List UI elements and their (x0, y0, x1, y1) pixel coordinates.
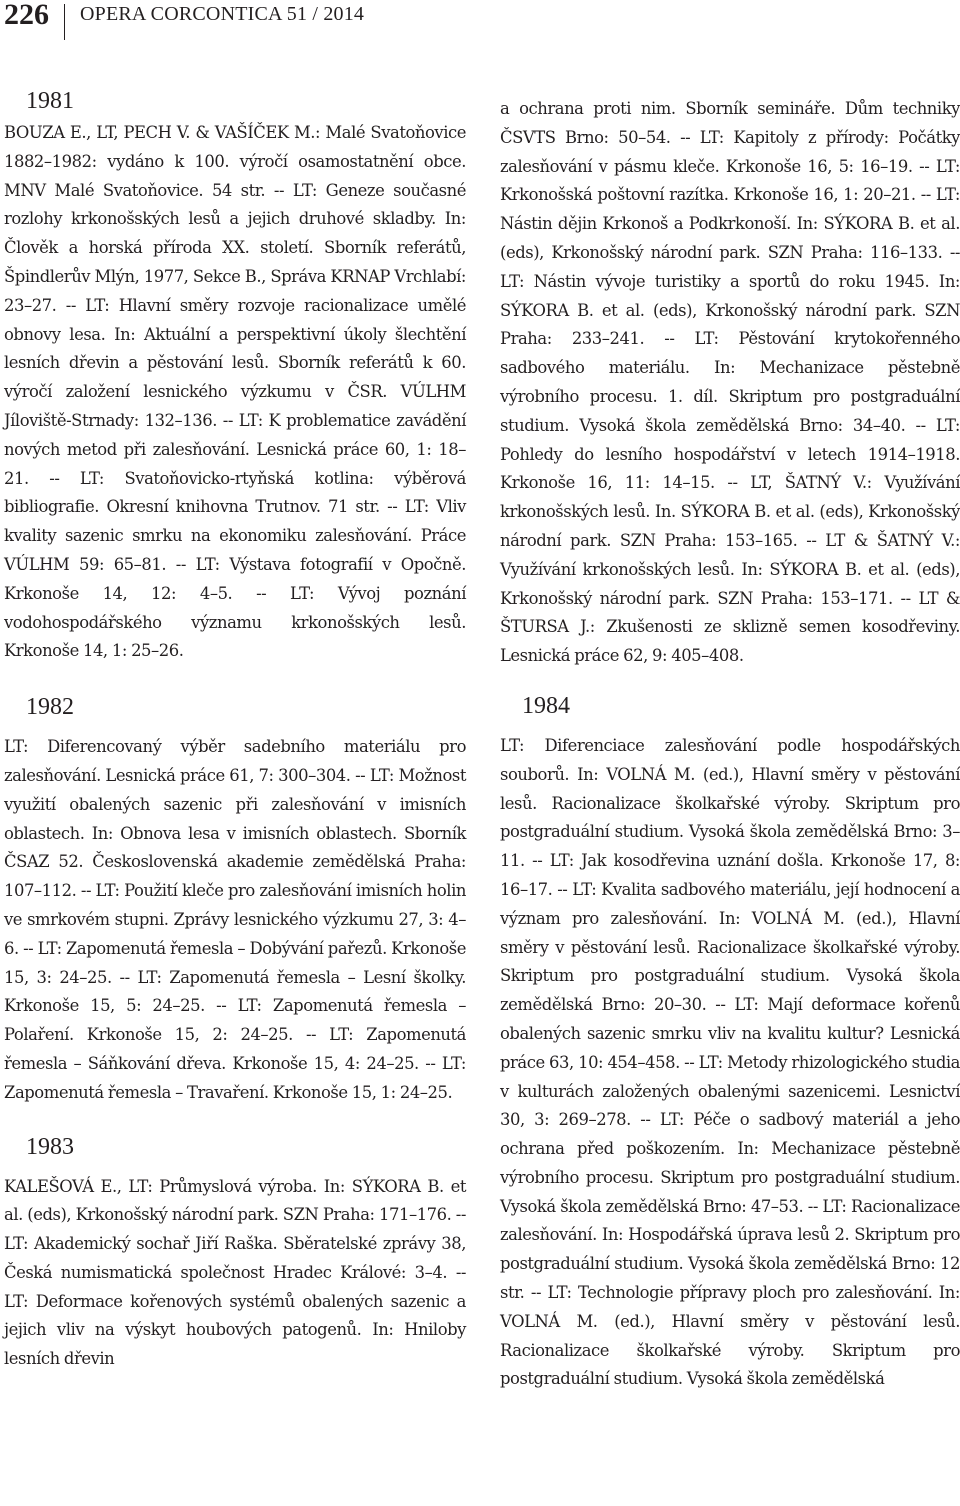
page-header (0, 0, 960, 40)
right-column (500, 95, 960, 1394)
bibliography-1981: BOUZA E., LT, PECH V. & VAŠÍČEK M.: Malé Svatoňovice 1882–1982: vydáno k 100. výročí osamostatnění obce. MNV Malé Svatoňovice. 54 str. -- LT: Geneze současné rozlohy krkonošských lesů a jejich druhové skladby. In: Člověk a horská příroda XX. století. Sborník referátů, Špindlerův Mlýn, 1977, Sekce B., Správa KRNAP Vrchlabí: 23–27. -- LT: Hlavní směry rozvoje racionalizace umělé obnovy lesa. In: Aktuální a perspektivní úkoly šlechtění lesních dřevin a pěstování lesů. Sborník referátů k 60. výročí založení lesnického výzkumu v ČSR. VÚLHM Jíloviště-Strnady: 132–136. -- LT: K problematice zavádění nových metod při zalesňování. Lesnická práce 60, 1: 18–21. -- LT: Svatoňovicko-rtyňská kotlina: výběrová bibliografie. Okresní knihovna Trutnov. 71 str. -- LT: Vliv kvality sazenic smrku na ekonomiku zalesňování. Práce VÚLHM 59: 65–81. -- LT: Výstava fotografií v Opočně. Krkonoše 14, 12: 4–5. -- LT: Vývoj poznání vodohospodářského významu krkonošských lesů. Krkonoše 14, 1: 25–26. (4, 123, 466, 661)
year-heading-1982: 1982 (26, 694, 74, 721)
year-heading-1981: 1981 (26, 88, 74, 114)
header-divider (64, 4, 65, 40)
page-number: 226 (4, 0, 49, 31)
bibliography-1982: LT: Diferencovaný výběr sadebního materiálu pro zalesňování. Lesnická práce 61, 7: 300–304. -- LT: Možnost využití obalených sazenic při zalesňování v imisních oblastech. In: Obnova lesa v imisních oblastech. Sborník ČSAZ 52. Československá akademie zemědělská Praha: 107–112. -- LT: Použití kleče pro zalesňování imisních holin ve smrkovém stupni. Zprávy lesnického výzkumu 27, 3: 4–6. -- LT: Zapomenutá řemesla – Dobývání pařezů. Krkonoše 15, 3: 24–25. -- LT: Zapomenutá řemesla – Lesní školky. Krkonoše 15, 5: 24–25. -- LT: Zapomenutá řemesla – Polaření. Krkonoše 15, 2: 24–25. -- LT: Zapomenutá řemesla – Sáňkování dřeva. Krkonoše 15, 4: 24–25. -- LT: Zapomenutá řemesla – Travaření. Krkonoše 15, 1: 24–25. (4, 737, 466, 1102)
bibliography-1984: LT: Diferenciace zalesňování podle hospodářských souborů. In: VOLNÁ M. (ed.), Hlavní směry v pěstování lesů. Racionalizace školkařské výroby. Skriptum pro postgraduální studium. Vysoká škola zemědělská Brno: 3–11. -- LT: Jak kosodřevina uznání došla. Krkonoše 17, 8: 16–17. -- LT: Kvalita sadbového materiálu, její hodnocení a význam pro zalesňování. In: VOLNÁ M. (ed.), Hlavní směry v pěstování lesů. Racionalizace školkařské výroby. Skriptum pro postgraduální studium. Vysoká škola zemědělská Brno: 20–30. -- LT: Mají deformace kořenů obalených sazenic smrku vliv na kvalitu kultur? Lesnická práce 63, 10: 454–458. -- LT: Metody rhizologického studia v kulturách založených obalenými sazenicemi. Lesnictví 30, 3: 269–278. -- LT: Péče o sadbový materiál a jeho ochrana před poškozením. In: Mechanizace pěstebně výrobního procesu. Skriptum pro postgraduální studium. Vysoká škola zemědělská Brno: 47–53. -- LT: Racionalizace zalesňování. In: Hospodářská úprava lesů 2. Skriptum pro postgraduální studium. Vysoká škola zemědělská Brno: 12 str. -- LT: Technologie přípravy ploch pro zalesňování. In: VOLNÁ M. (ed.), Hlavní směry v pěstování lesů. Racionalizace školkařské výroby. Skriptum pro postgraduální studium. Vysoká škola zemědělská (500, 735, 960, 1389)
year-heading-1983: 1983 (26, 1133, 74, 1160)
bibliography-1983-continued: a ochrana proti nim. Sborník semináře. Dům techniky ČSVTS Brno: 50–54. -- LT: Kapitoly z přírody: Počátky zalesňování v pásmu kleče. Krkonoše 16, 5: 16–19. -- LT: Krkonošská poštovní razítka. Krkonoše 16, 1: 20–21. -- LT: Nástin dějin Krkonoš a Podkrkonoší. In: SÝKORA B. et al. (eds), Krkonošský národní park. SZN Praha: 116–133. -- LT: Nástin vývoje turistiky a sportů do roku 1945. In: SÝKORA B. et al. (eds), Krkonošský národní park. SZN Praha: 233–241. -- LT: Pěstování krytokořenného sadbového materiálu. In: Mechanizace pěstebně výrobního procesu. 1. díl. Skriptum pro postgraduální studium. Vysoká škola zemědělská Brno: 34–40. -- LT: Pohledy do lesního hospodářství v letech 1914–1918. Krkonoše 16, 11: 14–15. -- LT, ŠATNÝ V.: Využívání krkonošských lesů. In. SÝKORA B. et al. (eds), Krkonošský národní park. SZN Praha: 153–165. -- LT & ŠATNÝ V.: Využívání krkonošských lesů. In: SÝKORA B. et al. (eds), Krkonošský národní park. SZN Praha: 153–171. -- LT & ŠTURSA J.: Zkušenosti ze sklizně semen kosodřeviny. Lesnická práce 62, 9: 405–408. (500, 99, 960, 666)
journal-title: OPERA CORCONTICA 51 / 2014 (80, 3, 365, 25)
year-heading-1984: 1984 (522, 692, 570, 719)
left-column (4, 88, 466, 1374)
bibliography-1983: KALEŠOVÁ E., LT: Průmyslová výroba. In: SÝKORA B. et al. (eds), Krkonošský národní park. SZN Praha: 171–176. -- LT: Akademický sochař Jiří Raška. Sběratelské zprávy 38, Česká numismatická společnost Hradec Králové: 3–4. -- LT: Deformace kořenových systémů obalených sazenic a jejich vliv na výskyt houbových patogenů. In: Hniloby lesních dřevin (4, 1176, 466, 1369)
